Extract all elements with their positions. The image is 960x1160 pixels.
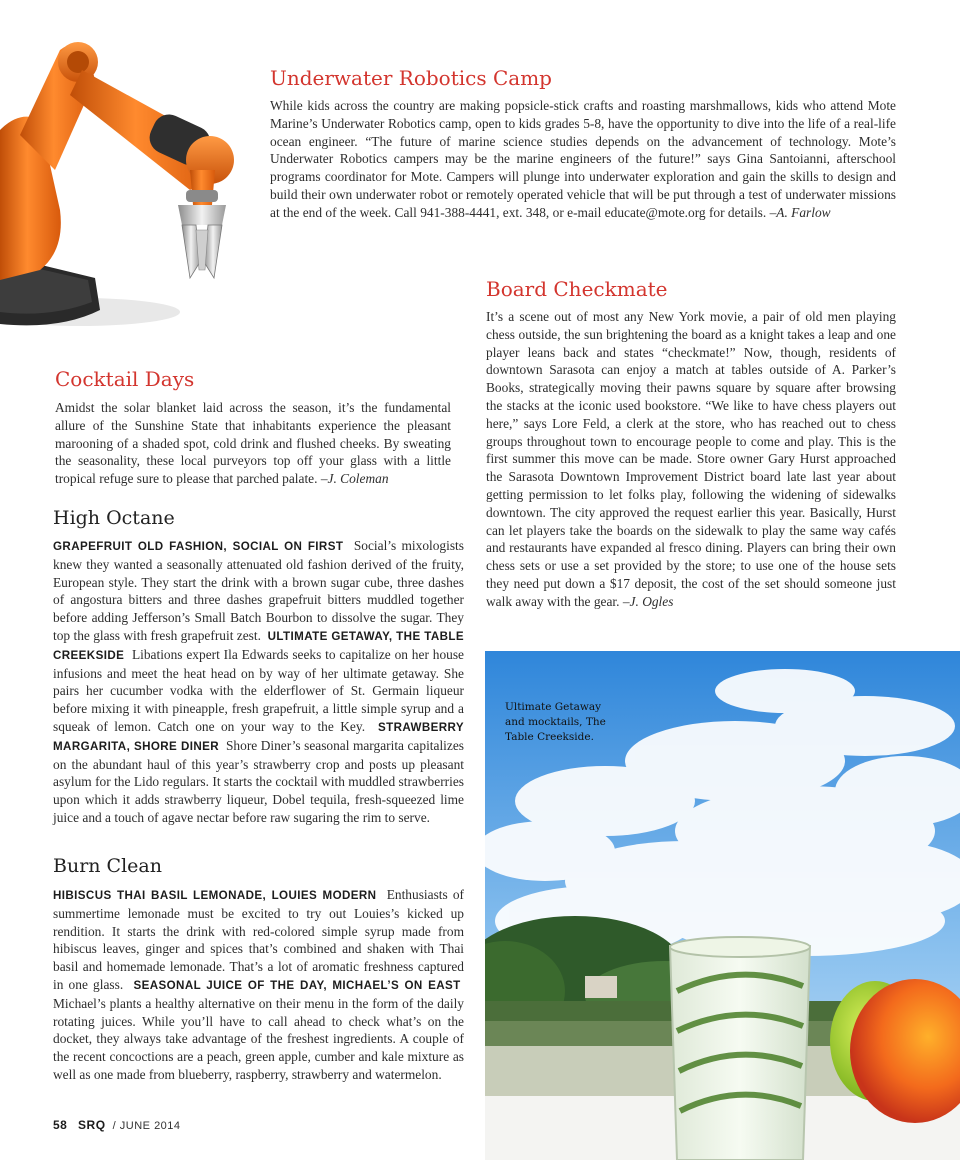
drink-text: Enthusiasts of summertime lemonade must be excited to try out Louies’s kicked up rendition. It starts the drink with red-colored simple syrup made from hibiscus leaves, ginger and spices that’s combined and shaken with Thai basil and homemade lemonade. That’s a lot of aromatic freshness captured in one glass. [53, 887, 464, 992]
drink-lead: GRAPEFRUIT OLD FASHION, SOCIAL ON FIRST [53, 540, 344, 553]
robotics-heading: Underwater Robotics Camp [270, 66, 552, 90]
chess-byline: –J. Ogles [622, 593, 674, 609]
folio [53, 1118, 181, 1132]
chess-heading: Board Checkmate [486, 277, 668, 301]
drink-text: Shore Diner’s seasonal margarita capitalizes on the abundant haul of this year’s strawberry crop and posts up pleasant asylum for the Lido regulars. It starts the cocktail with muddled strawberries upon which it adds strawberry liqueur, Dobel tequila, fresh-squeezed lime juice and a touch of agave nectar before raw sugaring the rim to serve. [53, 737, 464, 825]
cocktail-byline: –J. Coleman [320, 471, 389, 487]
drink-lead: SEASONAL JUICE OF THE DAY, MICHAEL’S ON EAST [133, 978, 461, 992]
drink-lead: HIBISCUS THAI BASIL LEMONADE, LOUIES MODERN [53, 889, 377, 902]
cocktail-body [55, 399, 451, 488]
high-octane-subhead: High Octane [53, 507, 175, 529]
cocktail-heading: Cocktail Days [55, 367, 195, 391]
burn-clean-body [53, 886, 464, 1084]
chess-body [486, 308, 896, 611]
cocktail-text: Amidst the solar blanket laid across the season, it’s the fundamental allure of the Sunshine State that inhabitants experience the pleasant marooning of a shaded spot, cold drink and flushed cheeks. By sweating the seasonality, these local purveyors top off your glass with a little tropical refuge sure to please that parched palate. [55, 400, 451, 487]
drink-lead: ULTIMATE GETAWAY, THE TABLE CREEKSIDE [53, 629, 464, 662]
robotics-text: While kids across the country are making popsicle-stick crafts and roasting marshmallows, kids who attend Mote Marine’s Underwater Robotics camp, open to kids grades 5-8, have the opportunity to dive into the life of a real-life ocean engineer. “The future of marine science studies depends on the advancement of technology. Mote’s Underwater Robotics campers may be the marine engineers of the future!” says Gina Santoianni, afterschool programs coordinator for Mote. Campers will plunge into underwater exploration and gain the skills to design and build their own underwater robot or remotely operated vehicle that will be put through a test of underwater missions at the end of the week. Call 941-388-4441, ext. 348, or e-mail educate@mote.org for details. [270, 98, 896, 220]
drink-text: Michael’s plants a healthy alternative on their menu in the form of the daily rotating juices. While you’ll have to call ahead to check what’s on the docket, they always take advantage of the freshest ingredients. A couple of the recent concoctions are a peach, green apple, cumber and kale mixture as well as one made from blueberry, raspberry, strawberry and watermelon. [53, 995, 464, 1082]
high-octane-body [53, 537, 464, 827]
photo-caption: Ultimate Getaway and mocktails, The Table Creekside. [505, 701, 606, 743]
robot-arm-illustration [0, 40, 250, 335]
drink-lead: STRAWBERRY MARGARITA, SHORE DINER [53, 720, 464, 753]
burn-clean-subhead: Burn Clean [53, 855, 162, 877]
magazine-name: SRQ [78, 1118, 106, 1132]
chess-text: It’s a scene out of most any New York movie, a pair of old men playing chess outside, the sun brightening the board as a knight takes a leap and one player leans back and states “checkmate!” Now, though, residents of downtown Sarasota can enjoy a match at tables outside of A. Parker’s Books, strategically moving their pawns square by square after browsing the stacks at the iconic used bookstore. “We like to have chess players out here,” says Lore Feld, a clerk at the store, who has reached out to chess groups throughout town to encourage people to come and play. This is the first summer this move can be made. Store owner Gary Hurst approached the Sarasota Downtown Improvement District board late last year about getting permission to let folks play, following the widening of sidewalks downtown. The city approved the request earlier this year. Basically, Hurst can let players take the boards on the sidewalk to play the same way cafés and restaurants have expanded al fresco dining. Players can bring their own chess sets or use a set provided by the store; to use one of the house sets they need put down a $17 deposit, the cost of the set should someone just walk away with the gear. [486, 309, 896, 609]
drink-text: Social’s mixologists knew they wanted a seasonally attenuated old fashion derived of the fruity, European style. They start the drink with a brown sugar cube, three dashes of angostura bitters and three dashes grapefruit bitters muddled together before adding Jefferson’s Small Batch Bourbon to dissolve the sugar. They top the glass with fresh grapefruit zest. [53, 538, 464, 643]
page-number: 58 [53, 1118, 68, 1132]
drink-text: Libations expert Ila Edwards seeks to capitalize on her house infusions and meet the heat head on by way of her ultimate getaway. She pairs her cucumber vodka with the elderflower of St. Germain liqueur before mixing it with pineapple, fresh grapefruit, a little simple syrup and a squeak of lemon. Catch one on your way to the Key. [53, 646, 464, 734]
issue-date: / JUNE 2014 [112, 1120, 181, 1132]
robotics-body [270, 97, 896, 222]
robotics-byline: –A. Farlow [769, 204, 831, 220]
